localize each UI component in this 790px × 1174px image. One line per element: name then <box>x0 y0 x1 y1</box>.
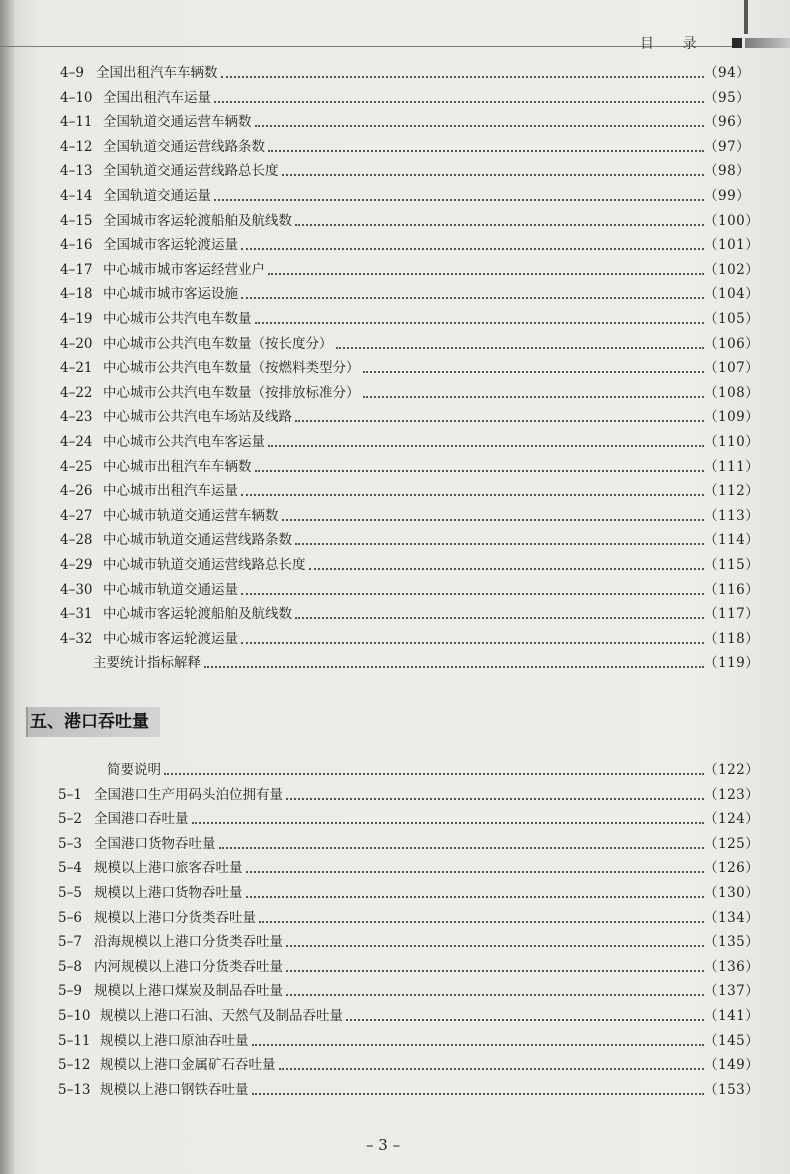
toc-leader-dots <box>309 568 704 570</box>
toc-entry-title: 沿海规模以上港口分货类吞吐量 <box>94 934 283 951</box>
toc-row[interactable] <box>0 283 790 305</box>
toc-page-number: （145） <box>704 1032 760 1049</box>
toc-row[interactable] <box>0 628 790 650</box>
toc-page-number: （126） <box>704 860 760 877</box>
toc-leader-dots <box>241 593 704 595</box>
toc-row[interactable] <box>0 480 790 502</box>
toc-entry-number: 4–25 <box>60 458 93 475</box>
toc-entry-number: 4–16 <box>60 237 93 254</box>
toc-leader-dots <box>346 1019 704 1021</box>
toc-leader-dots <box>259 921 704 923</box>
toc-row[interactable] <box>0 759 790 781</box>
toc-page-number: （116） <box>704 581 760 598</box>
toc-entry-title: 全国城市客运轮渡船舶及航线数 <box>103 212 292 229</box>
toc-page-number: （136） <box>704 958 760 975</box>
toc-entry-number: 5–11 <box>58 1032 91 1049</box>
toc-entry-title: 全国港口吞吐量 <box>94 811 189 828</box>
toc-entry-title: 规模以上港口石油、天然气及制品吞吐量 <box>100 1008 343 1024</box>
toc-row[interactable] <box>0 210 790 232</box>
toc-row[interactable] <box>0 431 790 453</box>
toc-page-number: （119） <box>704 655 760 672</box>
toc-entry-title: 中心城市轨道交通运营车辆数 <box>103 507 279 524</box>
toc-page-number: （96） <box>704 114 751 131</box>
toc-leader-dots <box>255 125 704 127</box>
toc-page-number: （106） <box>704 335 760 352</box>
toc-entry-title: 中心城市客运轮渡船舶及航线数 <box>103 606 292 623</box>
toc-page-number: （99） <box>704 188 751 204</box>
toc-row[interactable] <box>0 333 790 355</box>
toc-page-number: （109） <box>704 409 760 426</box>
toc-page-number: （149） <box>704 1057 760 1074</box>
header-title: 目 录 <box>640 36 709 52</box>
toc-row[interactable] <box>0 784 790 806</box>
toc-row[interactable] <box>0 160 790 182</box>
toc-leader-dots <box>252 1044 704 1046</box>
toc-row[interactable] <box>0 62 790 84</box>
toc-leader-dots <box>295 543 704 545</box>
toc-leader-dots <box>268 445 704 447</box>
toc-entry-title: 中心城市轨道交通运营线路总长度 <box>103 557 306 573</box>
toc-page-number: （107） <box>704 360 760 377</box>
toc-row[interactable] <box>0 406 790 428</box>
toc-page-number: （117） <box>704 606 760 623</box>
toc-entry-title: 中心城市公共汽电车客运量 <box>103 434 265 450</box>
toc-page-number: （125） <box>704 835 760 852</box>
toc-entry-title: 规模以上港口原油吞吐量 <box>100 1032 249 1049</box>
toc-row[interactable] <box>0 857 790 879</box>
toc-leader-dots <box>295 224 704 226</box>
toc-leader-dots <box>268 150 704 152</box>
toc-entry-title: 中心城市公共汽电车数量（按长度分） <box>103 335 333 352</box>
toc-entry-number: 5–12 <box>58 1057 91 1074</box>
toc-entry-title: 全国轨道交通运营车辆数 <box>103 114 252 131</box>
toc-entry-number: 5–9 <box>58 983 82 1000</box>
toc-page-number: （101） <box>704 237 760 254</box>
toc-entry-title: 中心城市出租汽车运量 <box>103 483 238 500</box>
toc-entry-number: 4–15 <box>60 212 93 229</box>
toc-entry-title: 主要统计指标解释 <box>93 655 201 672</box>
toc-page-number: （108） <box>704 384 760 401</box>
toc-page-number: （118） <box>704 630 760 647</box>
toc-entry-title: 中心城市公共汽电车数量（按燃料类型分） <box>103 360 360 377</box>
toc-entry-title: 中心城市公共汽电车数量（按排放标准分） <box>103 384 360 401</box>
toc-entry-number: 4–10 <box>60 89 93 106</box>
toc-entry-number: 4–21 <box>60 360 93 377</box>
toc-page-number: （141） <box>704 1008 760 1024</box>
toc-row[interactable] <box>0 931 790 953</box>
toc-leader-dots <box>246 871 704 873</box>
toc-leader-dots <box>282 174 704 176</box>
toc-entry-title: 规模以上港口货物吞吐量 <box>94 885 243 901</box>
toc-entry-number: 5–4 <box>58 860 82 877</box>
page-number: – 3 – <box>366 1136 401 1154</box>
toc-entry-title: 中心城市轨道交通运量 <box>103 581 238 598</box>
toc-row[interactable] <box>0 234 790 256</box>
toc-row[interactable] <box>0 259 790 281</box>
toc-row[interactable] <box>0 87 790 109</box>
toc-leader-dots <box>255 470 704 472</box>
toc-page-number: （135） <box>704 934 760 951</box>
toc-entry-title: 全国轨道交通运营线路总长度 <box>103 163 279 180</box>
toc-leader-dots <box>241 494 704 496</box>
toc-entry-number: 4–12 <box>60 138 93 155</box>
toc-entry-title: 中心城市城市客运设施 <box>103 286 238 303</box>
toc-page-number: （122） <box>704 762 760 778</box>
toc-row[interactable] <box>0 1054 790 1076</box>
toc-leader-dots <box>241 248 704 250</box>
toc-row[interactable] <box>0 554 790 576</box>
toc-entry-number: 4–22 <box>60 384 93 401</box>
toc-leader-dots <box>363 371 704 373</box>
toc-leader-dots <box>295 420 704 422</box>
toc-entry-number: 4–17 <box>60 261 93 278</box>
toc-page-number: （97） <box>704 138 751 155</box>
toc-row[interactable] <box>0 1079 790 1101</box>
toc-leader-dots <box>286 970 704 972</box>
toc-entry-title: 规模以上港口旅客吞吐量 <box>94 860 243 877</box>
toc-page-number: （100） <box>704 212 760 229</box>
toc-leader-dots <box>268 273 704 275</box>
toc-row[interactable] <box>0 907 790 929</box>
toc-entry-title: 规模以上港口分货类吞吐量 <box>94 909 256 926</box>
toc-row[interactable] <box>0 980 790 1002</box>
toc-page-number: （102） <box>704 261 760 278</box>
toc-row[interactable] <box>0 808 790 830</box>
toc-leader-dots <box>282 519 704 521</box>
toc-row[interactable] <box>0 111 790 133</box>
toc-entry-title: 全国出租汽车运量 <box>103 89 211 106</box>
toc-row[interactable] <box>0 652 790 674</box>
toc-leader-dots <box>192 822 704 824</box>
toc-entry-number: 5–6 <box>58 909 82 926</box>
toc-page-number: （113） <box>704 507 760 524</box>
toc-entry-number: 5–3 <box>58 835 82 852</box>
toc-entry-title: 规模以上港口煤炭及制品吞吐量 <box>94 983 283 1000</box>
toc-leader-dots <box>363 396 704 398</box>
toc-page-number: （111） <box>704 458 760 475</box>
toc-leader-dots <box>204 666 704 668</box>
toc-leader-dots <box>336 347 704 349</box>
toc-row[interactable] <box>0 579 790 601</box>
toc-page-number: （134） <box>704 909 760 926</box>
toc-leader-dots <box>241 642 704 644</box>
toc-page-number: （115） <box>704 557 760 573</box>
toc-entry-title: 全国出租汽车车辆数 <box>96 65 218 81</box>
toc-page-number: （105） <box>704 311 760 327</box>
toc-entry-title: 中心城市出租汽车车辆数 <box>103 458 252 475</box>
toc-entry-number: 4–24 <box>60 434 93 450</box>
toc-entry-title: 中心城市城市客运经营业户 <box>103 261 265 278</box>
toc-page-number: （137） <box>704 983 760 1000</box>
toc-row[interactable] <box>0 357 790 379</box>
toc-leader-dots <box>164 773 704 775</box>
toc-row[interactable] <box>0 1005 790 1027</box>
toc-entry-title: 全国城市客运轮渡运量 <box>103 237 238 254</box>
toc-entry-number: 4–9 <box>60 65 84 81</box>
toc-leader-dots <box>286 945 704 947</box>
toc-entry-number: 4–30 <box>60 581 93 598</box>
toc-entry-number: 4–32 <box>60 630 93 647</box>
toc-page-number: （94） <box>704 65 751 81</box>
toc-entry-title: 规模以上港口钢铁吞吐量 <box>100 1081 249 1098</box>
toc-entry-number: 4–27 <box>60 507 93 524</box>
toc-entry-number: 4–26 <box>60 483 93 500</box>
toc-page-number: （124） <box>704 811 760 828</box>
toc-row[interactable] <box>0 505 790 527</box>
toc-entry-number: 4–19 <box>60 311 93 327</box>
toc-page-number: （123） <box>704 786 760 803</box>
toc-row[interactable] <box>0 456 790 478</box>
toc-leader-dots <box>221 76 704 78</box>
toc-entry-number: 4–28 <box>60 532 93 549</box>
toc-leader-dots <box>219 847 704 849</box>
toc-entry-number: 5–5 <box>58 885 82 901</box>
toc-entry-number: 4–29 <box>60 557 93 573</box>
toc-entry-title: 中心城市客运轮渡运量 <box>103 630 238 647</box>
toc-row[interactable] <box>0 833 790 855</box>
toc-entry-number: 4–20 <box>60 335 93 352</box>
toc-entry-number: 5–2 <box>58 811 82 828</box>
toc-entry-title: 全国港口生产用码头泊位拥有量 <box>94 786 283 803</box>
toc-entry-title: 内河规模以上港口分货类吞吐量 <box>94 958 283 975</box>
toc-page-number: （112） <box>704 483 760 500</box>
toc-entry-title: 简要说明 <box>107 762 161 778</box>
toc-entry-number: 5–13 <box>58 1081 91 1098</box>
toc-page-number: （95） <box>704 89 751 106</box>
toc-leader-dots <box>286 994 704 996</box>
toc-page-number: （98） <box>704 163 751 180</box>
toc-leader-dots <box>255 322 704 324</box>
toc-row[interactable] <box>0 529 790 551</box>
toc-entry-number: 4–13 <box>60 163 93 180</box>
toc-page-number: （104） <box>704 286 760 303</box>
toc-row[interactable] <box>0 956 790 978</box>
toc-entry-title: 规模以上港口金属矿石吞吐量 <box>100 1057 276 1074</box>
toc-entry-title: 全国轨道交通运营线路条数 <box>103 138 265 155</box>
toc-leader-dots <box>279 1068 704 1070</box>
toc-entry-number: 4–31 <box>60 606 93 623</box>
toc-leader-dots <box>241 297 704 299</box>
toc-entry-number: 5–8 <box>58 958 82 975</box>
toc-row[interactable] <box>0 1030 790 1052</box>
toc-row[interactable] <box>0 382 790 404</box>
toc-row[interactable] <box>0 185 790 207</box>
toc-leader-dots <box>214 101 704 103</box>
toc-entry-number: 4–11 <box>60 114 93 131</box>
toc-entry-number: 4–18 <box>60 286 93 303</box>
toc-row[interactable] <box>0 308 790 330</box>
toc-row[interactable] <box>0 603 790 625</box>
toc-leader-dots <box>252 1093 704 1095</box>
toc-row[interactable] <box>0 136 790 158</box>
toc-entry-number: 4–23 <box>60 409 93 426</box>
toc-page-number: （130） <box>704 885 760 901</box>
toc-entry-title: 中心城市公共汽电车场站及线路 <box>103 409 292 426</box>
toc-entry-title: 全国轨道交通运量 <box>103 188 211 204</box>
toc-entry-title: 全国港口货物吞吐量 <box>94 835 216 852</box>
toc-leader-dots <box>295 617 704 619</box>
toc-page-number: （153） <box>704 1081 760 1098</box>
toc-entry-number: 5–10 <box>58 1008 91 1024</box>
toc-entry-title: 中心城市轨道交通运营线路条数 <box>103 532 292 549</box>
toc-leader-dots <box>214 199 704 201</box>
toc-row[interactable] <box>0 882 790 904</box>
toc-entry-number: 5–7 <box>58 934 82 951</box>
toc-entry-number: 5–1 <box>58 786 82 803</box>
toc-entry-title: 中心城市公共汽电车数量 <box>103 311 252 327</box>
toc-entry-number: 4–14 <box>60 188 93 204</box>
toc-page-number: （114） <box>704 532 760 549</box>
toc-leader-dots <box>286 798 704 800</box>
toc-page-number: （110） <box>704 434 760 450</box>
toc-leader-dots <box>246 896 704 898</box>
section-heading: 五、港口吞吐量 <box>30 712 149 732</box>
